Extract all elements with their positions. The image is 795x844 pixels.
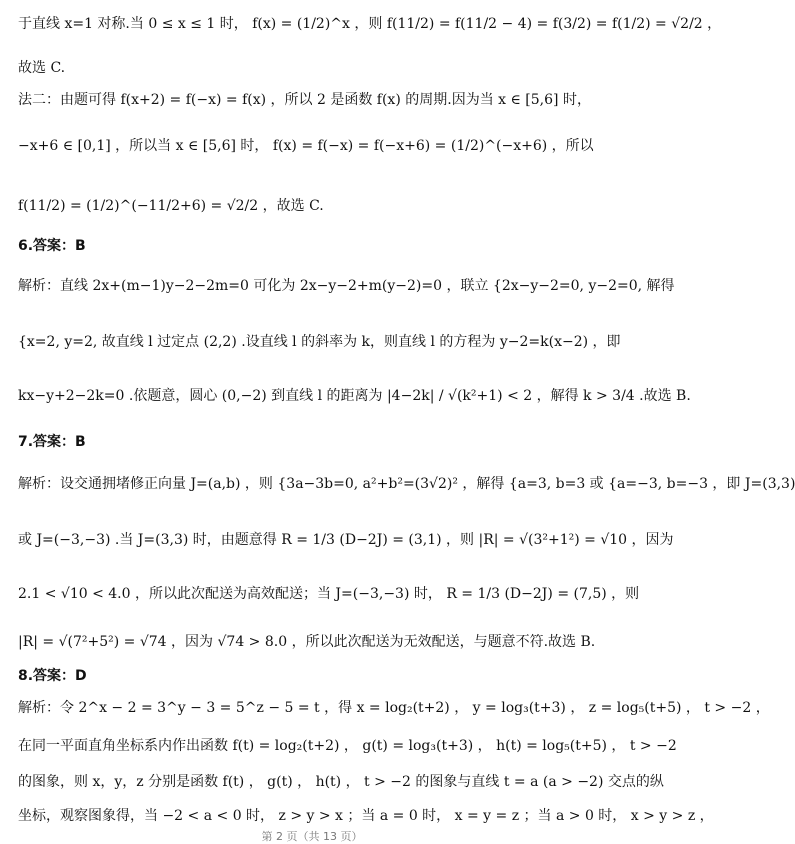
solution-line: 解析：令 2^x − 2 = 3^y − 3 = 5^z − 5 = t ，得 x = log₂(t+2) ， y = log₃(t+3) ， z = log₅(t+5) ， t > −2 ， [18, 700, 770, 716]
solution-line: 在同一平面直角坐标系内作出函数 f(t) = log₂(t+2) ， g(t) = log₃(t+3) ， h(t) = log₅(t+5) ， t > −2 [18, 738, 677, 754]
solution-line: |R| = √(7²+5²) = √74 ，因为 √74 > 8.0 ，所以此次配送为无效配送，与题意不符.故选 B. [18, 634, 596, 650]
answer-heading: 6.答案：B [18, 238, 86, 254]
solution-line: 坐标，观察图象得，当 −2 < a < 0 时， z > y > x ；当 a = 0 时， x = y = z ；当 a > 0 时， x > y > z ， [18, 808, 714, 824]
solution-line: 2.1 < √10 < 4.0 ，所以此次配送为高效配送；当 J=(−3,−3) 时， R = 1/3 (D−2J) = (7,5) ，则 [18, 586, 640, 602]
answer-heading: 8.答案：D [18, 668, 87, 684]
solution-line: kx−y+2−2k=0 .依题意，圆心 (0,−2) 到直线 l 的距离为 |4−2k| / √(k²+1) < 2 ，解得 k > 3/4 .故选 B. [18, 388, 691, 404]
solution-line: f(11/2) = (1/2)^(−11/2+6) = √2/2 ，故选 C. [18, 198, 324, 214]
solution-line: 故选 C. [18, 60, 66, 76]
solution-line: 于直线 x=1 对称.当 0 ≤ x ≤ 1 时， f(x) = (1/2)^x ，则 f(11/2) = f(11/2 − 4) = f(3/2) = f(1/2) = √2/2 ， [18, 16, 722, 32]
solution-line: −x+6 ∈ [0,1] ，所以当 x ∈ [5,6] 时， f(x) = f(−x) = f(−x+6) = (1/2)^(−x+6) ，所以 [18, 138, 594, 154]
solution-line: 解析：直线 2x+(m−1)y−2−2m=0 可化为 2x−y−2+m(y−2)=0 ，联立 {2x−y−2=0, y−2=0, 解得 [18, 278, 675, 294]
solution-line: 或 J=(−3,−3) .当 J=(3,3) 时，由题意得 R = 1/3 (D−2J) = (3,1) ，则 |R| = √(3²+1²) = √10 ，因为 [18, 532, 674, 548]
solution-line: {x=2, y=2, 故直线 l 过定点 (2,2) .设直线 l 的斜率为 k，则直线 l 的方程为 y−2=k(x−2) ，即 [18, 334, 621, 350]
solution-line: 解析：设交通拥堵修正向量 J=(a,b) ，则 {3a−3b=0, a²+b²=(3√2)² ，解得 {a=3, b=3 或 {a=−3, b=−3 ，即 J=(3,3) [18, 476, 795, 492]
answer-heading: 7.答案：B [18, 434, 86, 450]
solution-line: 法二：由题可得 f(x+2) = f(−x) = f(x) ，所以 2 是函数 f(x) 的周期.因为当 x ∈ [5,6] 时， [18, 92, 591, 108]
solution-line: 的图象，则 x，y，z 分别是函数 f(t) ， g(t) ， h(t) ， t > −2 的图象与直线 t = a (a > −2) 交点的纵 [18, 774, 664, 790]
page-footer: 第 2 页（共 13 页） [261, 830, 363, 843]
